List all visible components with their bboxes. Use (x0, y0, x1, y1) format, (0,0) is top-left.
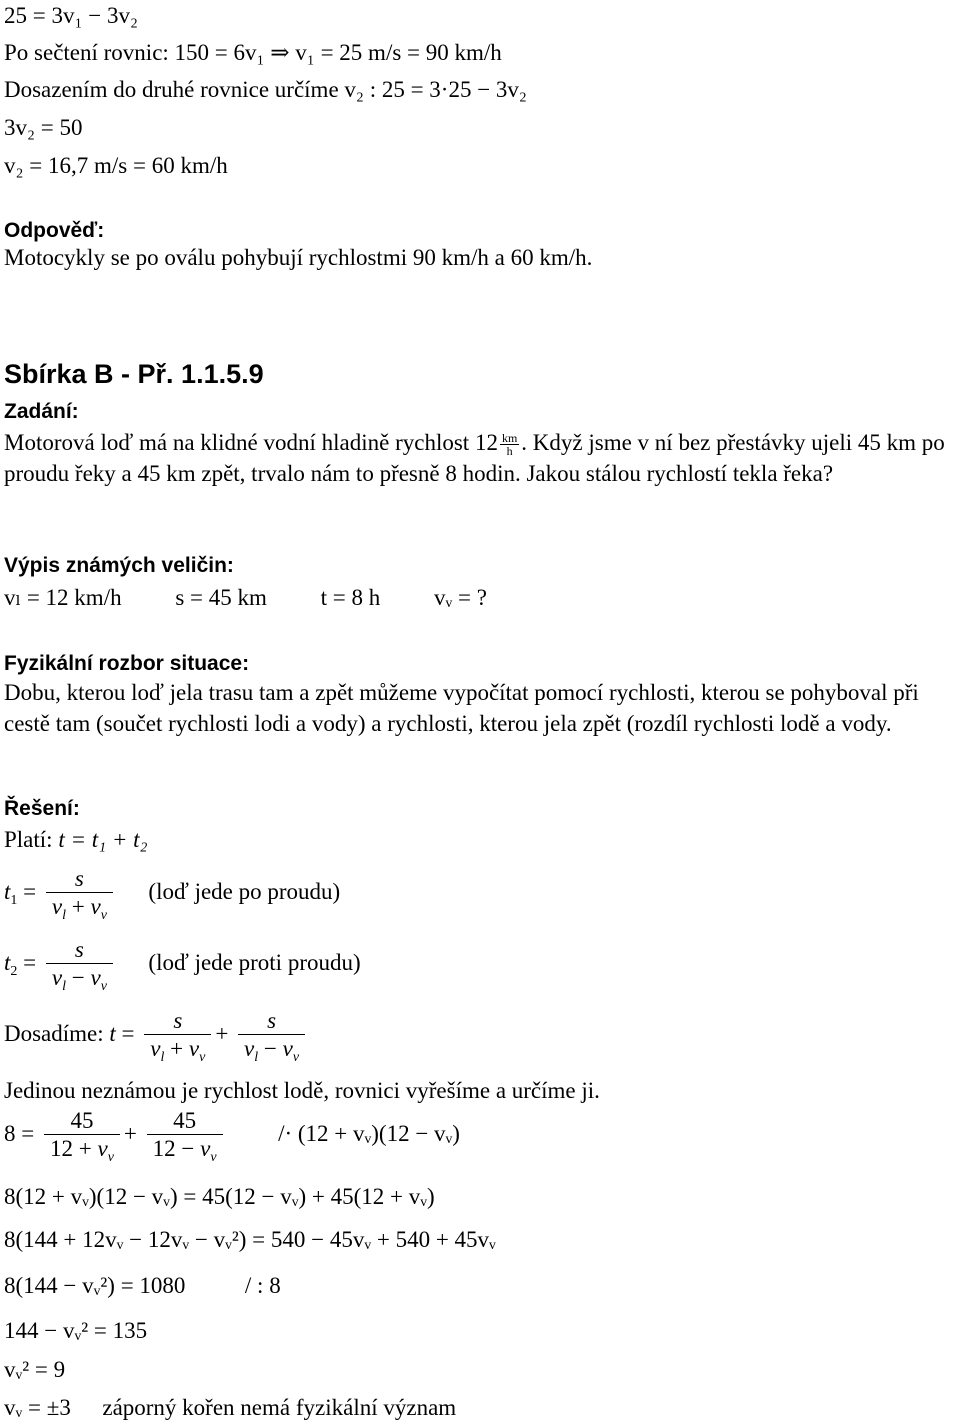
unit-numerator: km (501, 431, 518, 446)
dosadime-equation: Dosadíme: t = $\frac{s}{v_l + v_v}$ + $\frac{s}{v_l - v_v}$ (4, 1008, 309, 1063)
known-t: t = 8 h (320, 585, 381, 610)
answer-text: Motocykly se po oválu pohybují rychlostmi 90 km/h a 60 km/h. (4, 245, 593, 270)
reseni-heading: Řešení: (4, 797, 80, 820)
dosadime-fraction-1: $\frac{s}{v_l + v_v}$ (144, 1008, 211, 1063)
jedinou-text: Jedinou neznámou je rychlost lodě, rovnici vyřešíme a určíme ji. (4, 1078, 600, 1103)
step-6 (4, 1394, 456, 1422)
substitute-math: v₂ : 25 = 3·25 − 3v₂ (344, 77, 527, 102)
equation-line-1: 25 = 3v₁ − 3v₂ (4, 3, 138, 28)
known-vv: vᵥ = ? (434, 585, 487, 610)
main-fraction-1: $\frac{45}{12 + v_v}$ (44, 1108, 120, 1163)
step-1: 8(12 + vᵥ)(12 − vᵥ) = 45(12 − vᵥ) + 45(12 + vᵥ) (4, 1184, 435, 1209)
t2-equation: $t_2$ = $\frac{s}{v_l - v_v}$ (loď jede proti proudu) (4, 937, 361, 994)
rozbor-heading: Fyzikální rozbor situace: (4, 652, 250, 675)
sum-math: 150 = 6v₁ ⇒ v₁ = 25 m/s = 90 km/h (174, 40, 502, 65)
zadani-text-b: . Když jsme v ní bez přestávky ujeli 45 km po proudu řeky a 45 km zpět, trvalo nám to přesně 8 hodin. Jakou stálou rychlostí tekla řeka? (4, 430, 945, 486)
step-6-math: vᵥ = ±3 (4, 1395, 71, 1420)
step-3-math: 8(144 − vᵥ²) = 1080 (4, 1273, 186, 1298)
dosadime-label: Dosadíme: (4, 1020, 104, 1046)
equation-line-3 (4, 76, 527, 104)
vypis-heading: Výpis známých veličin: (4, 554, 234, 577)
answer-heading: Odpověď: (4, 219, 105, 242)
problem-title: Sbírka B - Př. 1.1.5.9 (4, 359, 264, 389)
zadani-heading: Zadání: (4, 400, 79, 423)
known-s: s = 45 km (175, 585, 267, 610)
main-equation: 8 = $\frac{45}{12 + v_v}$ + $\frac{45}{12 - v_v}$ /· (12 + vᵥ)(12 − vᵥ) (4, 1108, 460, 1165)
known-values (4, 584, 487, 612)
dosadime-fraction-2: $\frac{s}{v_l - v_v}$ (238, 1008, 305, 1063)
step-4: 144 − vᵥ² = 135 (4, 1318, 148, 1343)
rozbor-text: Dobu, kterou loď jela trasu tam a zpět můžeme vypočítat pomocí rychlosti, kterou se pohyboval při cestě tam (součet rychlosti lodi a vody) a rychlosti, kterou jela zpět (rozdíl rychlosti lodě a vody. (4, 680, 919, 736)
multiply-note: /· (12 + vᵥ)(12 − vᵥ) (278, 1120, 460, 1146)
plati-label: Platí: (4, 827, 53, 852)
sum-label: Po sečtení rovnic: (4, 40, 169, 65)
step-3 (4, 1272, 281, 1300)
zadani-text-a: Motorová loď má na klidné vodní hladině rychlost 12 (4, 430, 498, 455)
step-6-note: záporný kořen nemá fyzikální význam (102, 1395, 457, 1420)
unit-fraction (500, 432, 519, 457)
step-5: vᵥ² = 9 (4, 1357, 66, 1382)
equation-line-2 (4, 39, 502, 67)
unit-denominator: h (500, 444, 519, 457)
t1-note: (loď jede po proudu) (148, 878, 341, 904)
known-vl: vₗ = 12 km/h (4, 585, 122, 610)
t2-note: (loď jede proti proudu) (148, 949, 361, 975)
main-fraction-2: $\frac{45}{12 - v_v}$ (147, 1108, 223, 1163)
plati-math: t = t₁ + t₂ (58, 827, 148, 852)
zadani-text (4, 427, 956, 489)
step-2: 8(144 + 12vᵥ − 12vᵥ − vᵥ²) = 540 − 45vᵥ + 540 + 45vᵥ (4, 1227, 496, 1252)
t1-fraction: $\frac{s}{v_l + v_v}$ (46, 866, 113, 921)
step-3-note: / : 8 (244, 1273, 281, 1298)
equation-line-5: v₂ = 16,7 m/s = 60 km/h (4, 153, 228, 178)
t2-fraction: $\frac{s}{v_l - v_v}$ (46, 937, 113, 992)
substitute-label: Dosazením do druhé rovnice určíme (4, 77, 339, 102)
plati-line (4, 826, 148, 854)
t1-equation: $t_1$ = $\frac{s}{v_l + v_v}$ (loď jede po proudu) (4, 866, 341, 923)
equation-line-4: 3v₂ = 50 (4, 115, 83, 140)
